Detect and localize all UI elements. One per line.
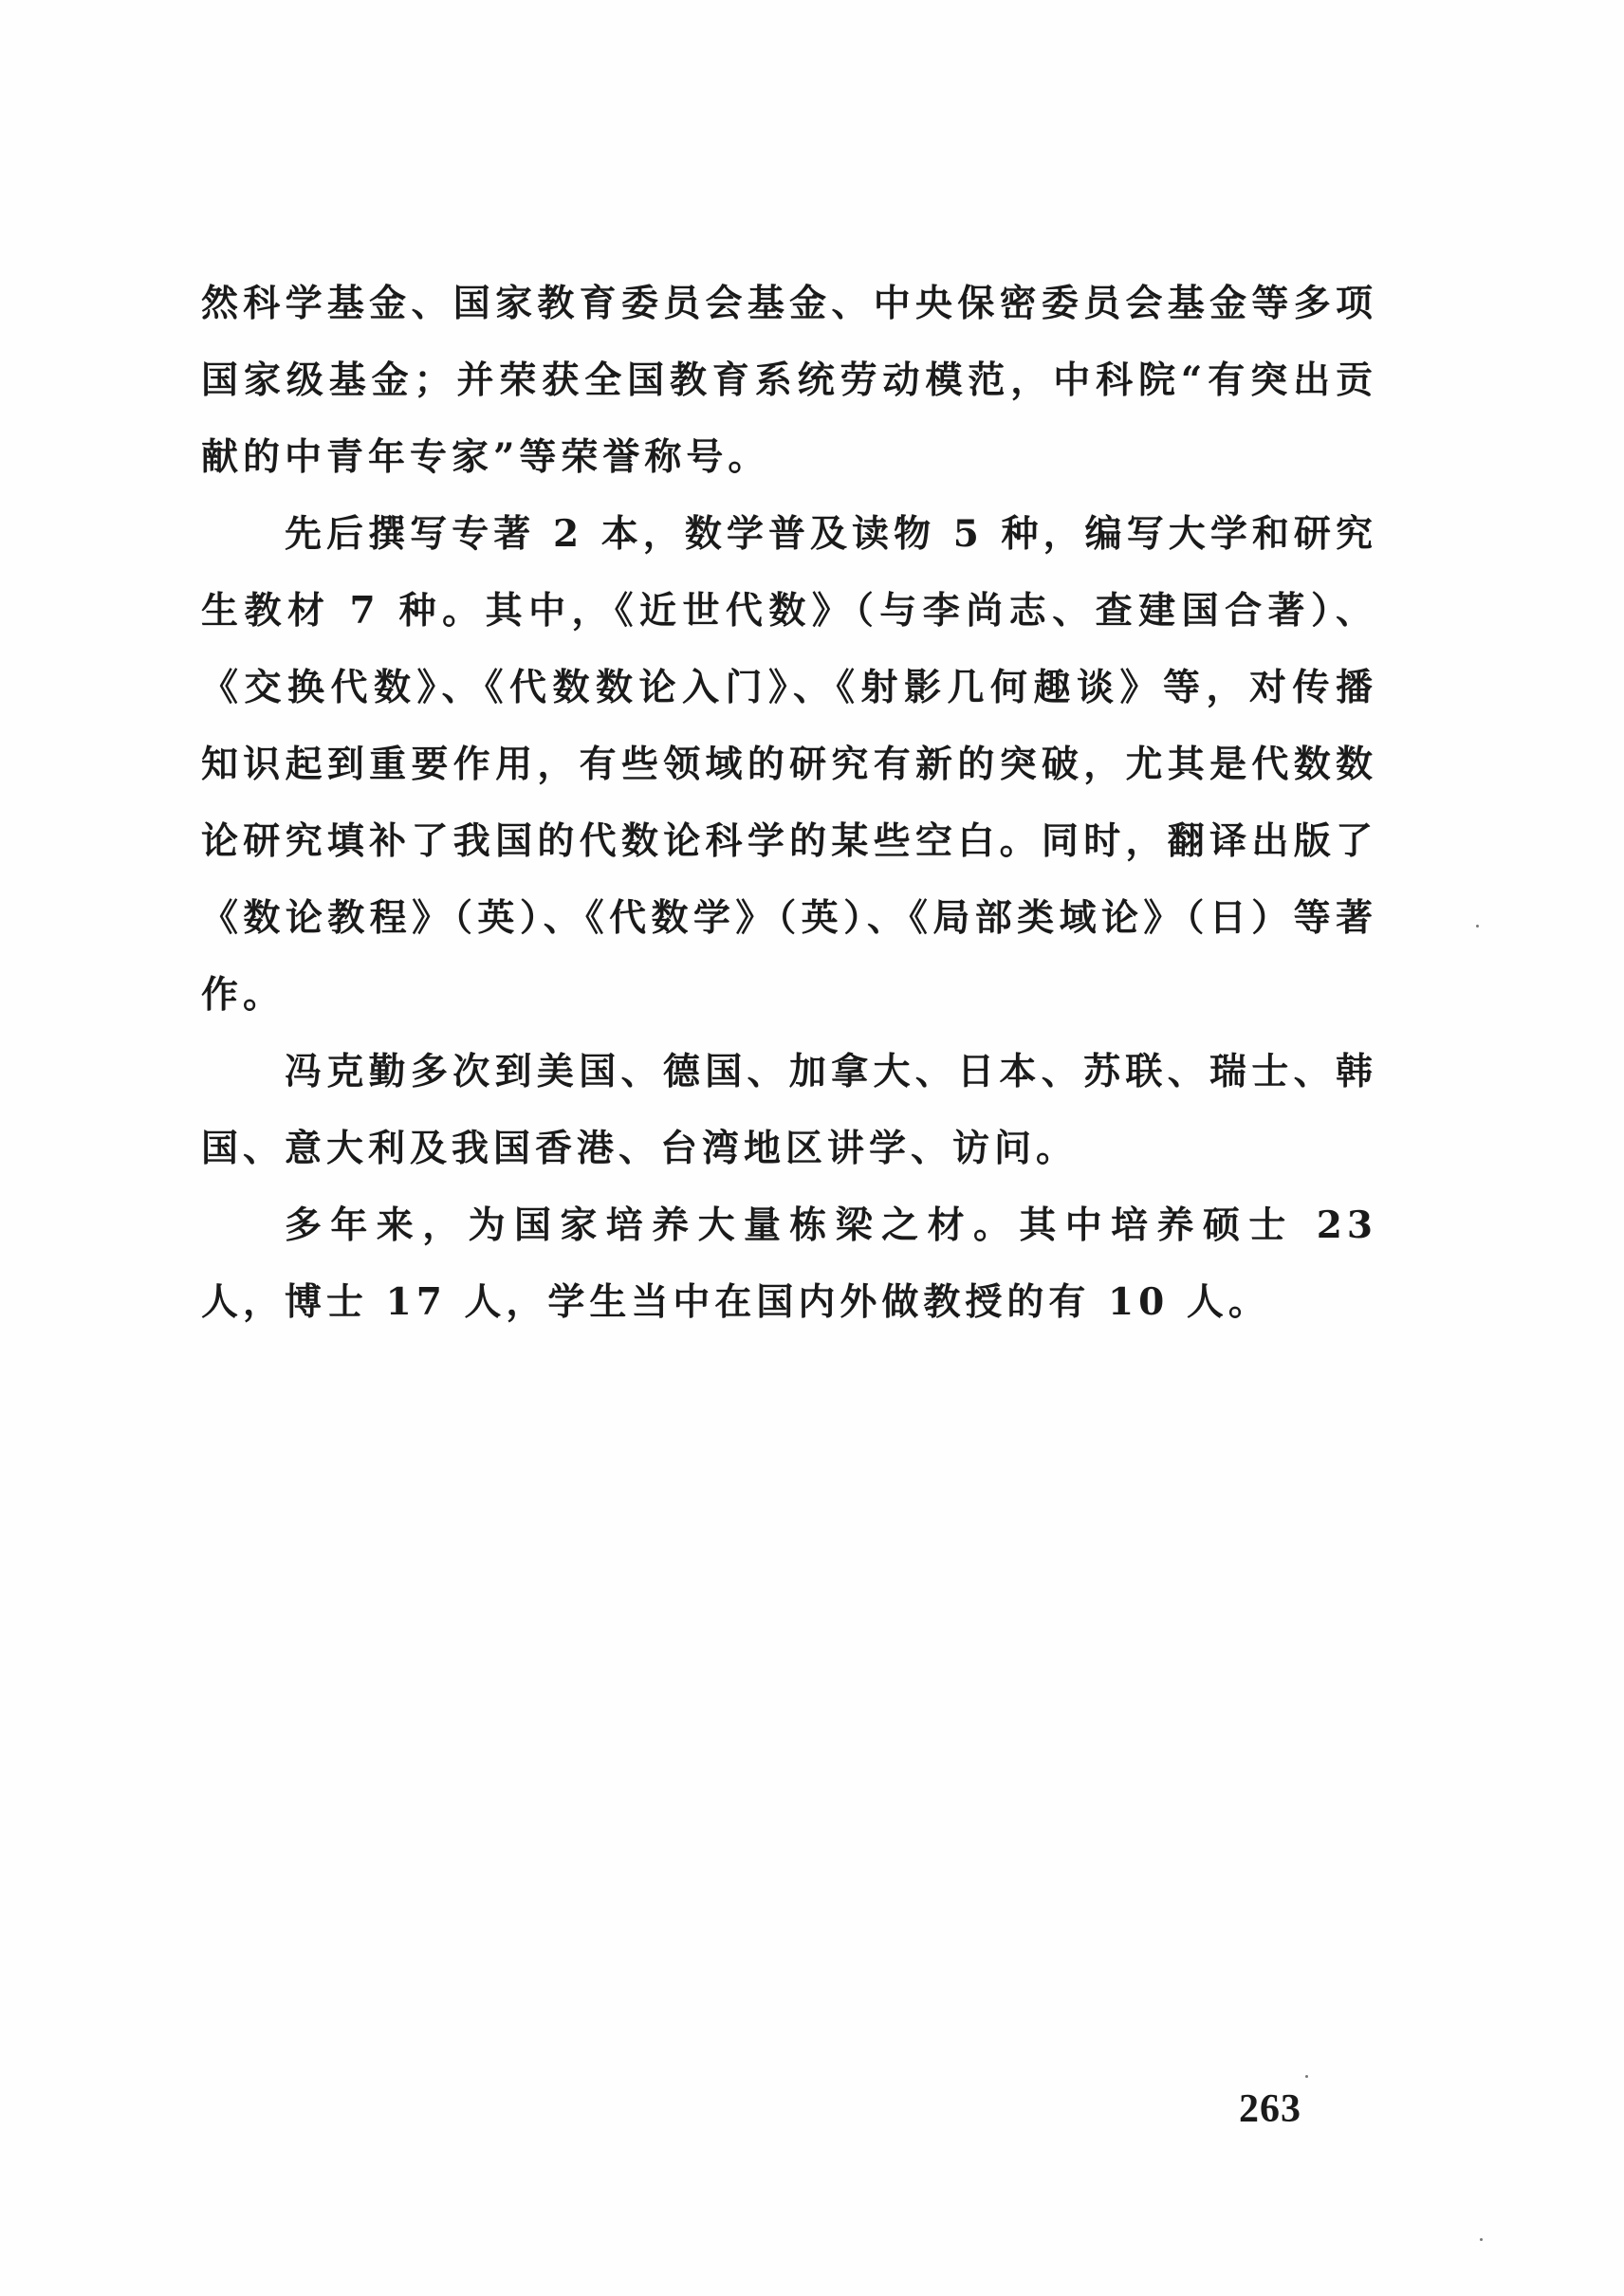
paragraph-continued: 然科学基金、国家教育委员会基金、中央保密委员会基金等多项国家级基金；并荣获全国教育系统劳动模范，中科院“有突出贡献的中青年专家”等荣誉称号。 bbox=[201, 282, 1377, 479]
paragraph-lectures: 冯克勤多次到美国、德国、加拿大、日本、苏联、瑞士、韩国、意大利及我国香港、台湾地区讲学、访问。 bbox=[201, 1050, 1377, 1170]
body-text bbox=[201, 266, 1377, 1341]
paragraph-publications: 先后撰写专著 2 本，数学普及读物 5 种，编写大学和研究生教材 7 种。其中，《近世代数》（与李尚志、查建国合著）、《交换代数》、《代数数论入门》、《射影几何趣谈》等，对传播知识起到重要作用，有些领域的研究有新的突破，尤其是代数数论研究填补了我国的代数论科学的某些空白。同时，翻译出版了《数论教程》（英）、《代数学》（英）、《局部类域论》（日）等著作。 bbox=[201, 512, 1377, 1017]
page-number: 263 bbox=[1239, 2087, 1301, 2131]
print-speck bbox=[1480, 2238, 1483, 2241]
print-speck bbox=[1305, 2075, 1308, 2078]
paragraph-students: 多年来，为国家培养大量栋梁之材。其中培养硕士 23 人，博士 17 人，学生当中在国内外做教授的有 10 人。 bbox=[201, 1203, 1377, 1324]
print-speck bbox=[1476, 925, 1479, 928]
